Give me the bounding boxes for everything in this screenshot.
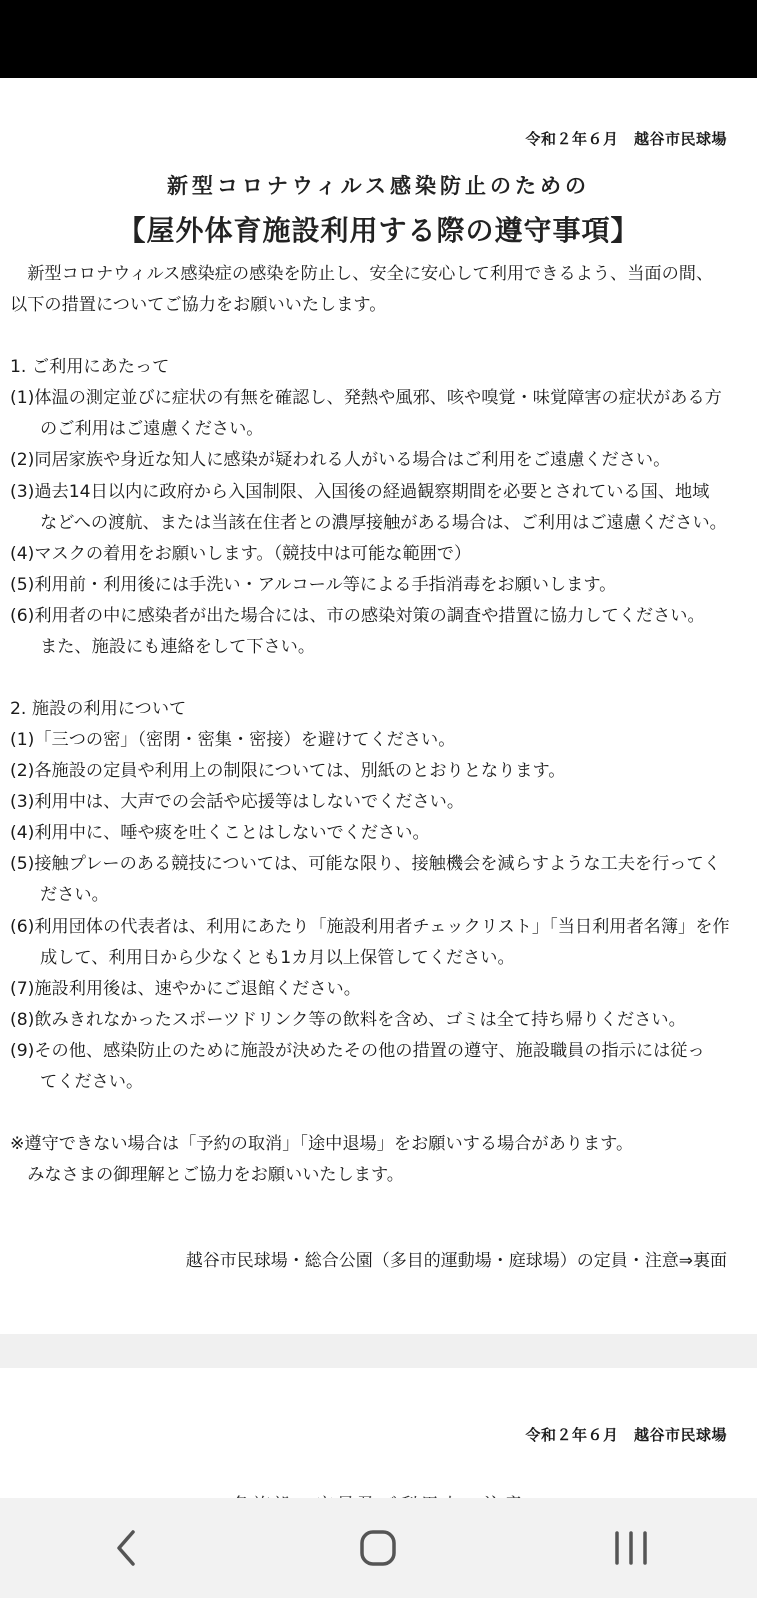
list-item: (3)過去14日以内に政府から入国制限、入国後の経過観察期間を必要とされている国、地域 bbox=[10, 482, 710, 502]
list-item: (2)同居家族や身近な知人に感染が疑われる人がいる場合はご利用をご遠慮ください。 bbox=[10, 450, 671, 470]
page-separator bbox=[0, 1334, 757, 1368]
date-line: 令和２年６月 越谷市民球場 bbox=[525, 130, 727, 148]
home-button[interactable] bbox=[328, 1518, 428, 1578]
intro-line: 以下の措置についてご協力をお願いいたします。 bbox=[10, 295, 387, 315]
document-page-2 bbox=[0, 1368, 757, 1498]
intro-line: 新型コロナウィルス感染症の感染を防止し、安全に安心して利用できるよう、当面の間、 bbox=[10, 264, 714, 284]
recents-icon bbox=[611, 1528, 651, 1568]
document-page-1 bbox=[0, 78, 757, 1334]
list-item-continuation: などへの渡航、または当該在住者との濃厚接触がある場合は、ご利用はご遠慮ください。 bbox=[40, 513, 727, 533]
list-item: (4)マスクの着用をお願いします。（競技中は可能な範囲で） bbox=[10, 544, 472, 564]
list-item: (4)利用中に、唾や痰を吐くことはしないでください。 bbox=[10, 823, 430, 843]
date-line: 令和２年６月 越谷市民球場 bbox=[525, 1426, 727, 1444]
back-button[interactable] bbox=[76, 1518, 176, 1578]
list-item-continuation: また、施設にも連絡をして下さい。 bbox=[40, 637, 316, 657]
list-item-continuation: ださい。 bbox=[40, 885, 109, 905]
footer-note: 越谷市民球場・総合公園（多目的運動場・庭球場）の定員・注意⇒裏面 bbox=[185, 1251, 727, 1271]
list-item: (2)各施設の定員や利用上の制限については、別紙のとおりとなります。 bbox=[10, 761, 566, 781]
notice-line: みなさまの御理解とご協力をお願いいたします。 bbox=[10, 1165, 404, 1185]
list-item: (8)飲みきれなかったスポーツドリンク等の飲料を含め、ゴミは全て持ち帰りください。 bbox=[10, 1010, 686, 1030]
list-item: (7)施設利用後は、速やかにご退館ください。 bbox=[10, 979, 361, 999]
back-icon bbox=[111, 1528, 141, 1568]
list-item: (6)利用団体の代表者は、利用にあたり「施設利用者チェックリスト」「当日利用者名簿」を作 bbox=[10, 917, 730, 937]
list-item: (5)接触プレーのある競技については、可能な限り、接触機会を減らすような工夫を行ってく bbox=[10, 854, 721, 874]
list-item: (1)「三つの密」（密閉・密集・密接）を避けてください。 bbox=[10, 730, 456, 750]
navigation-bar bbox=[0, 1498, 757, 1598]
list-item: (5)利用前・利用後には手洗い・アルコール等による手指消毒をお願いします。 bbox=[10, 575, 617, 595]
status-bar bbox=[0, 0, 757, 78]
list-item-continuation: のご利用はご遠慮ください。 bbox=[40, 419, 264, 439]
title-line-2: 【屋外体育施設利用する際の遵守事項】 bbox=[117, 214, 640, 247]
list-item: (9)その他、感染防止のために施設が決めたその他の措置の遵守、施設職員の指示には従っ bbox=[10, 1041, 705, 1061]
home-icon bbox=[358, 1528, 398, 1568]
title-line-1: 新型コロナウィルス感染防止のための bbox=[166, 174, 591, 198]
list-item-continuation: てください。 bbox=[40, 1072, 144, 1092]
list-item: (3)利用中は、大声での会話や応援等はしないでください。 bbox=[10, 792, 465, 812]
list-item-continuation: 成して、利用日から少なくとも1カ月以上保管してください。 bbox=[40, 948, 515, 968]
notice-line: ※遵守できない場合は「予約の取消」「途中退場」をお願いする場合があります。 bbox=[10, 1134, 634, 1154]
list-item: (6)利用者の中に感染者が出た場合には、市の感染対策の調査や措置に協力してください。 bbox=[10, 606, 705, 626]
list-item: (1)体温の測定並びに症状の有無を確認し、発熱や風邪、咳や嗅覚・味覚障害の症状がある方 bbox=[10, 388, 722, 408]
section2-heading: 2. 施設の利用について bbox=[10, 699, 187, 719]
section1-heading: 1. ご利用にあたって bbox=[10, 357, 170, 377]
recents-button[interactable] bbox=[581, 1518, 681, 1578]
